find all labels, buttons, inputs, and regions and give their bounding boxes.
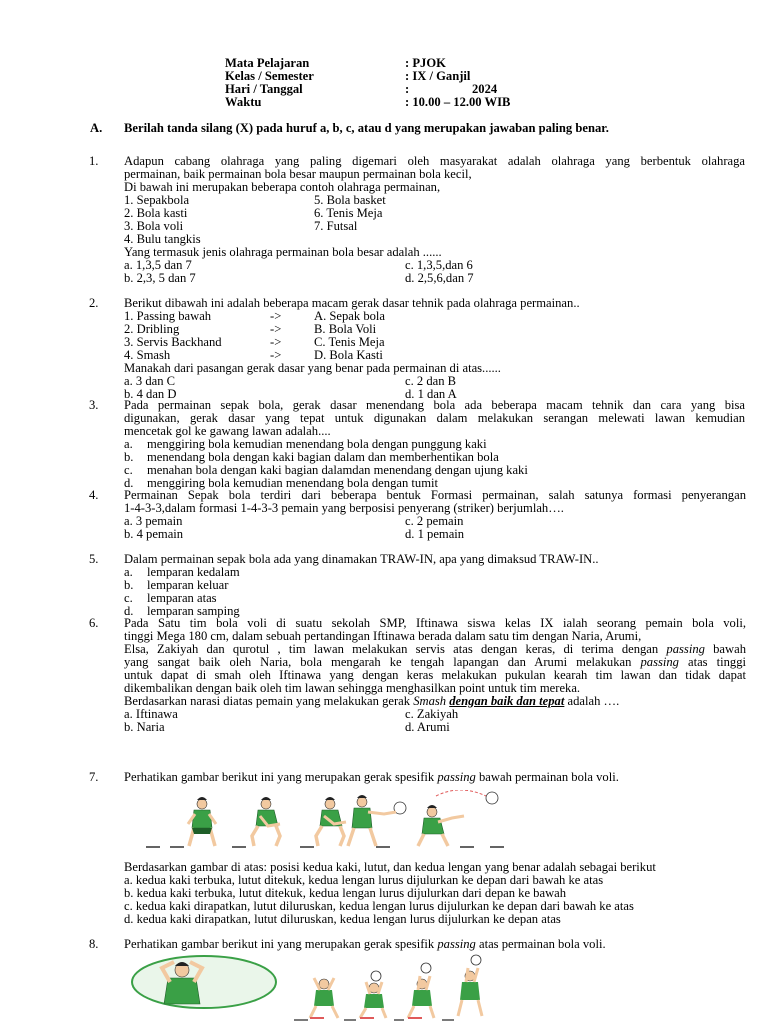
arrow: -> xyxy=(270,348,282,362)
question-text: tinggi Mega 180 cm, dalam sebuah pertandingan Iftinawa berada dalam satu tim dengan Naria, Arumi, xyxy=(124,629,642,643)
italic-term: passing xyxy=(666,642,705,656)
option-b[interactable]: b. 2,3, 5 dan 7 xyxy=(124,271,196,285)
question-number: 5. xyxy=(89,552,99,566)
header-label-date: Hari / Tanggal xyxy=(225,82,303,96)
question-text: mencetak gol ke gawang lawan adalah.... xyxy=(124,424,331,438)
player-figure xyxy=(458,955,482,1016)
option-c[interactable]: c. 2 pemain xyxy=(405,514,464,528)
header-label-class: Kelas / Semester xyxy=(225,69,314,83)
player-figure xyxy=(348,795,406,846)
list-item: 5. Bola basket xyxy=(314,193,386,207)
question-text xyxy=(124,938,606,951)
option-letter: d. xyxy=(124,604,134,618)
question-ask: Manakah dari pasangan gerak dasar yang benar pada permainan di atas...... xyxy=(124,361,501,375)
text-run: yang sangat baik oleh Naria, bola mengarah ke tengah lapangan dan Arumi melakukan xyxy=(124,655,632,669)
italic-term: Smash xyxy=(413,694,447,708)
italic-term: passing xyxy=(437,937,476,951)
question-number: 6. xyxy=(89,616,99,630)
italic-term: passing xyxy=(437,770,476,784)
arrow: -> xyxy=(270,322,282,336)
pair-right: A. Sepak bola xyxy=(314,309,385,323)
option-letter: b. xyxy=(124,578,134,592)
option-c[interactable]: c. Zakiyah xyxy=(405,707,459,721)
question-text: Di bawah ini merupakan beberapa contoh olahraga permainan, xyxy=(124,180,441,194)
option-d[interactable]: d. 2,5,6,dan 7 xyxy=(405,271,474,285)
ball-icon xyxy=(486,792,498,804)
pair-left: 3. Servis Backhand xyxy=(124,335,222,349)
text-run: Perhatikan gambar berikut ini yang merupakan gerak spesifik xyxy=(124,937,438,951)
option-letter: c. xyxy=(124,463,133,477)
list-item: 1. Sepakbola xyxy=(124,193,190,207)
option-text: lemparan samping xyxy=(147,604,240,618)
list-item: 3. Bola voli xyxy=(124,219,184,233)
pair-left: 2. Dribling xyxy=(124,322,180,336)
ball-icon xyxy=(421,963,431,973)
text-run: Berdasarkan narasi diatas pemain yang melakukan gerak xyxy=(124,694,414,708)
player-figure xyxy=(252,797,280,846)
player-figure xyxy=(418,790,498,846)
question-number: 8. xyxy=(89,937,99,951)
question-text: dikembalikan dengan baik oleh tim lawan sehingga menghasilkan point untuk tim mereka. xyxy=(124,681,581,695)
option-a[interactable]: a. 1,3,5 dan 7 xyxy=(124,258,192,272)
option-d[interactable]: d. Arumi xyxy=(405,720,450,734)
question-text: Adapun cabang olahraga yang paling digemari oleh masyarakat adalah olahraga yang berbentuk olahraga xyxy=(124,154,745,168)
question-text: 1-4-3-3,dalam formasi 1-4-3-3 pemain yang berposisi penyerang (striker) berjumlah…. xyxy=(124,501,564,515)
text-run: Perhatikan gambar berikut ini yang merupakan gerak spesifik xyxy=(124,770,438,784)
player-figure xyxy=(188,797,216,846)
option-text: lemparan atas xyxy=(147,591,217,605)
player-figure xyxy=(408,963,434,1018)
question-text: Pada Satu tim bola voli di suatu sekolah SMP, Iftinawa siswa kelas IX ialah seorang pemain bola voli, xyxy=(124,616,746,630)
question-text: Permainan Sepak bola terdiri dari beberapa bentuk Formasi permainan, salah satunya formasi penyerangan xyxy=(124,488,746,502)
text-run: atas permainan bola voli. xyxy=(475,937,606,951)
text-run: adalah …. xyxy=(564,694,620,708)
arrow: -> xyxy=(270,335,282,349)
ball-icon xyxy=(371,971,381,981)
option-d[interactable]: d. 1 pemain xyxy=(405,527,465,541)
question-ask: Yang termasuk jenis olahraga permainan bola besar adalah ...... xyxy=(124,245,442,259)
emphasis-term: dengan baik dan tepat xyxy=(449,694,565,708)
text-run: atas tinggi xyxy=(678,655,747,669)
option-text: menggiring bola kemudian menendang bola dengan punggung kaki xyxy=(147,437,487,451)
option-text: menggiring bola kemudian menendang bola dengan tumit xyxy=(147,476,438,490)
option-letter: a. xyxy=(124,437,133,451)
option-letter: a. xyxy=(124,565,133,579)
list-item: 2. Bola kasti xyxy=(124,206,188,220)
question-text: Pada permainan sepak bola, gerak dasar menendang bola ada beberapa macam tehnik dan cara yang bisa xyxy=(124,398,745,412)
list-item: 6. Tenis Meja xyxy=(314,206,383,220)
player-figure xyxy=(316,797,346,846)
question-number: 4. xyxy=(89,488,99,502)
option-text: menahan bola dengan kaki bagian dalamdan menendang dengan ujung kaki xyxy=(147,463,528,477)
question-number: 1. xyxy=(89,154,99,168)
player-figure xyxy=(310,978,338,1018)
option-b[interactable]: b. 4 dan D xyxy=(124,387,177,401)
option-a[interactable]: a. Iftinawa xyxy=(124,707,178,721)
option-d[interactable]: d. kedua kaki dirapatkan, lutut diluruskan, kedua lengan lurus dijulurkan ke depan atas xyxy=(124,912,561,926)
option-c[interactable]: c. kedua kaki dirapatkan, lutut diluruskan, kedua lengan lurus dijulurkan ke depan dari bawah ke atas xyxy=(124,899,634,913)
option-a[interactable]: a. 3 dan C xyxy=(124,374,176,388)
pair-left: 1. Passing bawah xyxy=(124,309,212,323)
question-text: permainan, baik permainan bola besar maupun permainan bola kecil, xyxy=(124,167,472,181)
pair-left: 4. Smash xyxy=(124,348,171,362)
option-a[interactable]: a. kedua kaki terbuka, lutut ditekuk, kedua lengan lurus dijulurkan ke depan dari bawah ke atas xyxy=(124,873,604,887)
option-text: lemparan keluar xyxy=(147,578,229,592)
option-letter: b. xyxy=(124,450,134,464)
option-a[interactable]: a. 3 pemain xyxy=(124,514,183,528)
pair-right: C. Tenis Meja xyxy=(314,335,385,349)
option-b[interactable]: b. Naria xyxy=(124,720,165,734)
option-b[interactable]: b. kedua kaki terbuka, lutut ditekuk, kedua lengan lurus dijulurkan dari depan ke bawah xyxy=(124,886,567,900)
question-text: Dalam permainan sepak bola ada yang dinamakan TRAW-IN, apa yang dimaksud TRAW-IN.. xyxy=(124,552,599,566)
header-value-date: : xyxy=(405,82,410,96)
option-letter: d. xyxy=(124,476,134,490)
question-text: untuk dapat di smah oleh Iftinawa yang dengan keras melakukan pukulan kearah tim lawan dan tidak dapat xyxy=(124,668,746,682)
list-item: 7. Futsal xyxy=(314,219,358,233)
text-run: bawah xyxy=(704,642,746,656)
header-label-time: Waktu xyxy=(225,95,262,109)
question-number: 3. xyxy=(89,398,99,412)
option-text: menendang bola dengan kaki bagian dalam dan memberhentikan bola xyxy=(147,450,499,464)
text-run: Elsa, Zakiyah dan qurotul , tim lawan melakukan servis atas dengan keras, di terima dengan xyxy=(124,642,659,656)
header-year: 2024 xyxy=(472,82,498,96)
list-item: 4. Bulu tangkis xyxy=(124,232,201,246)
section-letter: A. xyxy=(90,121,103,135)
question-text: Berikut dibawah ini adalah beberapa macam gerak dasar tehnik pada olahraga permainan.. xyxy=(124,296,580,310)
passing-atas-illustration xyxy=(124,954,500,1024)
question-number: 7. xyxy=(89,770,99,784)
question-text xyxy=(124,771,619,784)
arrow: -> xyxy=(270,309,282,323)
option-c[interactable]: c. 1,3,5,dan 6 xyxy=(405,258,473,272)
header-value-class: : IX / Ganjil xyxy=(405,69,471,83)
header-value-subject: : PJOK xyxy=(405,56,446,70)
text-run: bawah permainan bola voli. xyxy=(475,770,619,784)
ball-icon xyxy=(471,955,481,965)
option-b[interactable]: b. 4 pemain xyxy=(124,527,184,541)
option-letter: c. xyxy=(124,591,133,605)
question-ask: Berdasarkan gambar di atas: posisi kedua kaki, lutut, dan kedua lengan yang benar adalah sebagai berikut xyxy=(124,860,656,874)
pair-right: B. Bola Voli xyxy=(314,322,377,336)
header-value-time: : 10.00 – 12.00 WIB xyxy=(405,95,511,109)
passing-bawah-illustration xyxy=(140,790,530,852)
option-c[interactable]: c. 2 dan B xyxy=(405,374,457,388)
player-figure xyxy=(360,971,386,1018)
option-d[interactable]: d. 1 dan A xyxy=(405,387,457,401)
section-instruction: Berilah tanda silang (X) pada huruf a, b, c, atau d yang merupakan jawaban paling benar. xyxy=(124,121,609,135)
question-number: 2. xyxy=(89,296,99,310)
italic-term: passing xyxy=(640,655,679,669)
header-label-subject: Mata Pelajaran xyxy=(225,56,310,70)
question-text: digunakan, gerak dasar yang tepat untuk digunakan dalam melakukan serangan melewati lawan kemudian xyxy=(124,411,745,425)
pair-right: D. Bola Kasti xyxy=(314,348,383,362)
option-text: lemparan kedalam xyxy=(147,565,240,579)
